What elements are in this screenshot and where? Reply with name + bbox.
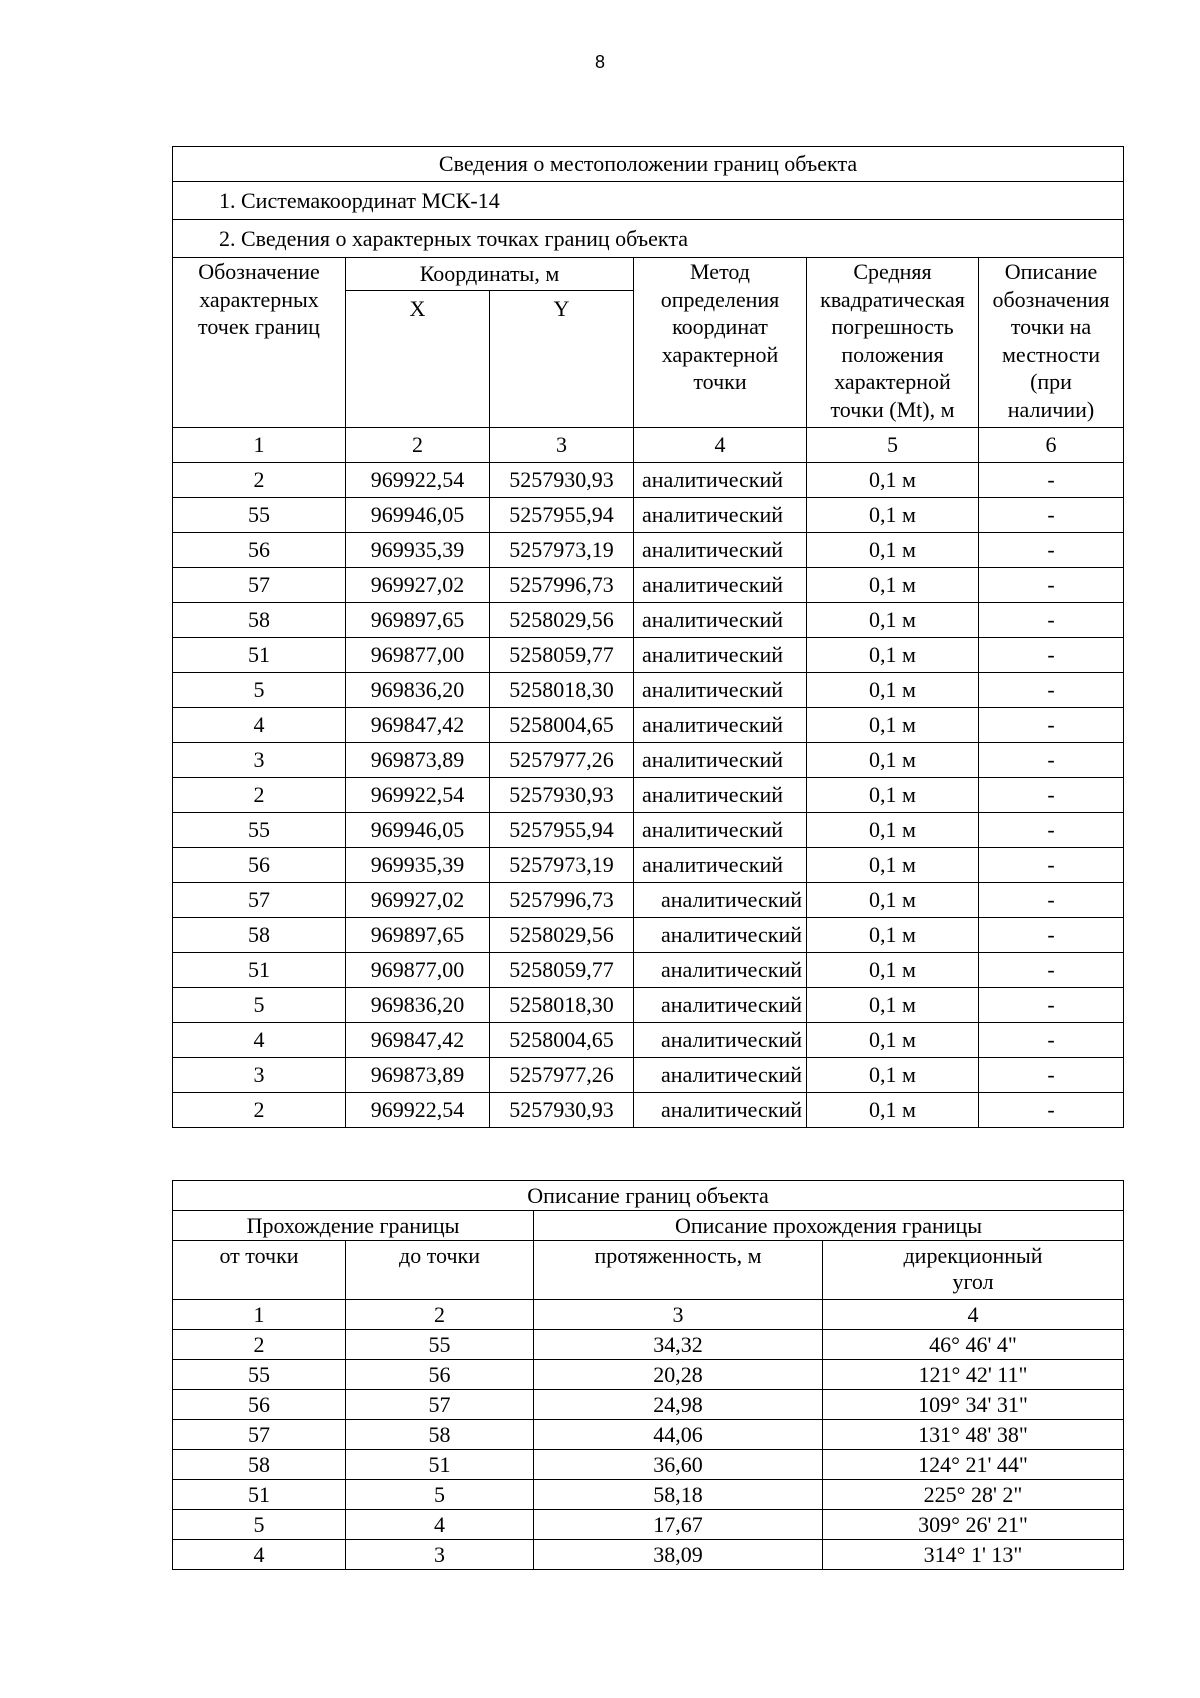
column-number: 3 [490, 428, 634, 463]
table-row [173, 673, 1124, 708]
mean-error: 0,1 м [807, 1058, 979, 1093]
point-description: - [979, 1058, 1124, 1093]
point-description: - [979, 463, 1124, 498]
point-description: - [979, 568, 1124, 603]
header-coordinates: Координаты, м [346, 258, 634, 291]
table-row [173, 988, 1124, 1023]
column-number: 1 [173, 1300, 346, 1330]
method: аналитический [634, 568, 807, 603]
point-description: - [979, 918, 1124, 953]
coord-x: 969847,42 [346, 1023, 490, 1058]
mean-error: 0,1 м [807, 778, 979, 813]
coord-x: 969873,89 [346, 743, 490, 778]
point-id: 5 [173, 988, 346, 1023]
method: аналитический [634, 848, 807, 883]
column-number: 6 [979, 428, 1124, 463]
table-row [173, 1540, 1124, 1570]
point-id: 4 [173, 708, 346, 743]
header-designation: Обозначение характерных точек границ [173, 258, 346, 428]
table-row [173, 1390, 1124, 1420]
coord-y: 5258004,65 [490, 1023, 634, 1058]
coord-x: 969897,65 [346, 918, 490, 953]
points-heading: 2. Сведения о характерных точках границ объекта [173, 220, 1124, 258]
table-row [173, 533, 1124, 568]
coord-y: 5257977,26 [490, 743, 634, 778]
header-passage-description: Описание прохождения границы [534, 1211, 1124, 1241]
direction-angle: 314° 1' 13" [823, 1540, 1124, 1570]
point-id: 55 [173, 498, 346, 533]
header-from-point: от точки [173, 1241, 346, 1300]
column-number: 4 [634, 428, 807, 463]
segment-length: 38,09 [534, 1540, 823, 1570]
column-numbers-row [173, 1300, 1124, 1330]
from-point: 56 [173, 1390, 346, 1420]
method: аналитический [634, 463, 807, 498]
direction-angle: 121° 42' 11" [823, 1360, 1124, 1390]
point-description: - [979, 883, 1124, 918]
point-id: 56 [173, 533, 346, 568]
table-row [173, 848, 1124, 883]
mean-error: 0,1 м [807, 848, 979, 883]
mean-error: 0,1 м [807, 1023, 979, 1058]
coord-y: 5258029,56 [490, 918, 634, 953]
table-row [173, 1510, 1124, 1540]
coord-x: 969927,02 [346, 883, 490, 918]
coord-x: 969927,02 [346, 568, 490, 603]
points-body [173, 463, 1124, 1128]
mean-error: 0,1 м [807, 918, 979, 953]
from-point: 4 [173, 1540, 346, 1570]
mean-error: 0,1 м [807, 988, 979, 1023]
mean-error: 0,1 м [807, 813, 979, 848]
to-point: 56 [346, 1360, 534, 1390]
table-row [173, 463, 1124, 498]
mean-error: 0,1 м [807, 568, 979, 603]
to-point: 55 [346, 1330, 534, 1360]
method: аналитический [634, 498, 807, 533]
page-number: 8 [594, 52, 605, 72]
coord-x: 969836,20 [346, 673, 490, 708]
method: аналитический [634, 1058, 807, 1093]
coord-x: 969897,65 [346, 603, 490, 638]
point-description: - [979, 743, 1124, 778]
method: аналитический [634, 778, 807, 813]
point-id: 3 [173, 1058, 346, 1093]
coord-y: 5257973,19 [490, 848, 634, 883]
segment-length: 24,98 [534, 1390, 823, 1420]
header-description: Описание обозначения точки на местности (при наличии) [979, 258, 1124, 428]
point-description: - [979, 848, 1124, 883]
table-row [173, 778, 1124, 813]
header-method: Метод определения координат характерной точки [634, 258, 807, 428]
point-id: 51 [173, 953, 346, 988]
segment-length: 17,67 [534, 1510, 823, 1540]
point-description: - [979, 1093, 1124, 1128]
point-description: - [979, 813, 1124, 848]
point-id: 56 [173, 848, 346, 883]
method: аналитический [634, 603, 807, 638]
mean-error: 0,1 м [807, 673, 979, 708]
coord-y: 5258059,77 [490, 953, 634, 988]
table-title: Сведения о местоположении границ объекта [173, 147, 1124, 182]
to-point: 3 [346, 1540, 534, 1570]
column-number: 3 [534, 1300, 823, 1330]
coord-x: 969873,89 [346, 1058, 490, 1093]
segment-length: 20,28 [534, 1360, 823, 1390]
method: аналитический [634, 883, 807, 918]
point-description: - [979, 778, 1124, 813]
table-row [173, 603, 1124, 638]
direction-angle: 131° 48' 38" [823, 1420, 1124, 1450]
segments-body [173, 1330, 1124, 1570]
table-row [173, 708, 1124, 743]
table-row [173, 1420, 1124, 1450]
point-description: - [979, 603, 1124, 638]
table-row [173, 1480, 1124, 1510]
coord-y: 5257996,73 [490, 883, 634, 918]
table-row [173, 1450, 1124, 1480]
mean-error: 0,1 м [807, 883, 979, 918]
coord-x: 969935,39 [346, 533, 490, 568]
header-passage: Прохождение границы [173, 1211, 534, 1241]
from-point: 51 [173, 1480, 346, 1510]
coord-y: 5257955,94 [490, 498, 634, 533]
from-point: 5 [173, 1510, 346, 1540]
point-description: - [979, 708, 1124, 743]
point-id: 5 [173, 673, 346, 708]
method: аналитический [634, 743, 807, 778]
table-row [173, 1330, 1124, 1360]
mean-error: 0,1 м [807, 603, 979, 638]
coord-x: 969946,05 [346, 498, 490, 533]
point-description: - [979, 498, 1124, 533]
direction-angle: 109° 34' 31" [823, 1390, 1124, 1420]
direction-angle: 46° 46' 4" [823, 1330, 1124, 1360]
table-row [173, 1360, 1124, 1390]
segment-length: 58,18 [534, 1480, 823, 1510]
point-id: 51 [173, 638, 346, 673]
coord-y: 5257930,93 [490, 1093, 634, 1128]
method: аналитический [634, 953, 807, 988]
column-number: 2 [346, 428, 490, 463]
coord-y: 5257930,93 [490, 778, 634, 813]
table-row [173, 953, 1124, 988]
direction-angle: 309° 26' 21" [823, 1510, 1124, 1540]
mean-error: 0,1 м [807, 463, 979, 498]
from-point: 58 [173, 1450, 346, 1480]
point-description: - [979, 953, 1124, 988]
coord-y: 5258018,30 [490, 673, 634, 708]
point-description: - [979, 533, 1124, 568]
table-row [173, 743, 1124, 778]
table-row [173, 1023, 1124, 1058]
segment-length: 44,06 [534, 1420, 823, 1450]
description-title: Описание границ объекта [173, 1181, 1124, 1211]
coord-y: 5257996,73 [490, 568, 634, 603]
column-number: 4 [823, 1300, 1124, 1330]
coord-x: 969847,42 [346, 708, 490, 743]
point-id: 3 [173, 743, 346, 778]
coord-x: 969877,00 [346, 638, 490, 673]
header-error: Средняя квадратическая погрешность положения характерной точки (Mt), м [807, 258, 979, 428]
point-description: - [979, 1023, 1124, 1058]
coord-x: 969922,54 [346, 463, 490, 498]
coordinate-system: 1. Системакоординат МСК-14 [173, 182, 1124, 220]
to-point: 57 [346, 1390, 534, 1420]
mean-error: 0,1 м [807, 708, 979, 743]
mean-error: 0,1 м [807, 533, 979, 568]
direction-angle: 225° 28' 2" [823, 1480, 1124, 1510]
mean-error: 0,1 м [807, 498, 979, 533]
header-length: протяженность, м [534, 1241, 823, 1300]
method: аналитический [634, 673, 807, 708]
column-numbers-row [173, 428, 1124, 463]
method: аналитический [634, 1023, 807, 1058]
coord-x: 969836,20 [346, 988, 490, 1023]
coord-y: 5257977,26 [490, 1058, 634, 1093]
method: аналитический [634, 708, 807, 743]
method: аналитический [634, 1093, 807, 1128]
coord-y: 5258018,30 [490, 988, 634, 1023]
method: аналитический [634, 918, 807, 953]
boundary-points-table [172, 146, 1124, 1128]
boundary-description-table [172, 1180, 1124, 1570]
coord-y: 5258059,77 [490, 638, 634, 673]
point-id: 58 [173, 603, 346, 638]
header-x: X [346, 291, 490, 428]
header-direction-angle: дирекционный угол [823, 1241, 1124, 1300]
segment-length: 36,60 [534, 1450, 823, 1480]
coord-y: 5257955,94 [490, 813, 634, 848]
column-number: 5 [807, 428, 979, 463]
method: аналитический [634, 988, 807, 1023]
from-point: 2 [173, 1330, 346, 1360]
point-description: - [979, 638, 1124, 673]
column-number: 1 [173, 428, 346, 463]
point-description: - [979, 988, 1124, 1023]
table-row [173, 813, 1124, 848]
point-id: 2 [173, 778, 346, 813]
to-point: 4 [346, 1510, 534, 1540]
point-id: 2 [173, 1093, 346, 1128]
from-point: 55 [173, 1360, 346, 1390]
to-point: 51 [346, 1450, 534, 1480]
coord-y: 5258004,65 [490, 708, 634, 743]
table-row [173, 1093, 1124, 1128]
mean-error: 0,1 м [807, 953, 979, 988]
coord-y: 5257973,19 [490, 533, 634, 568]
table-row [173, 883, 1124, 918]
to-point: 58 [346, 1420, 534, 1450]
point-id: 4 [173, 1023, 346, 1058]
direction-angle: 124° 21' 44" [823, 1450, 1124, 1480]
mean-error: 0,1 м [807, 743, 979, 778]
method: аналитический [634, 638, 807, 673]
method: аналитический [634, 533, 807, 568]
table-row [173, 498, 1124, 533]
table-row [173, 1058, 1124, 1093]
point-description: - [979, 673, 1124, 708]
coord-x: 969935,39 [346, 848, 490, 883]
mean-error: 0,1 м [807, 638, 979, 673]
point-id: 57 [173, 568, 346, 603]
coord-y: 5257930,93 [490, 463, 634, 498]
header-to-point: до точки [346, 1241, 534, 1300]
segment-length: 34,32 [534, 1330, 823, 1360]
table-row [173, 918, 1124, 953]
point-id: 58 [173, 918, 346, 953]
method: аналитический [634, 813, 807, 848]
to-point: 5 [346, 1480, 534, 1510]
table-row [173, 638, 1124, 673]
header-y: Y [490, 291, 634, 428]
point-id: 2 [173, 463, 346, 498]
coord-x: 969946,05 [346, 813, 490, 848]
coord-x: 969922,54 [346, 778, 490, 813]
mean-error: 0,1 м [807, 1093, 979, 1128]
table-row [173, 568, 1124, 603]
coord-x: 969922,54 [346, 1093, 490, 1128]
from-point: 57 [173, 1420, 346, 1450]
coord-x: 969877,00 [346, 953, 490, 988]
coord-y: 5258029,56 [490, 603, 634, 638]
column-number: 2 [346, 1300, 534, 1330]
point-id: 55 [173, 813, 346, 848]
point-id: 57 [173, 883, 346, 918]
